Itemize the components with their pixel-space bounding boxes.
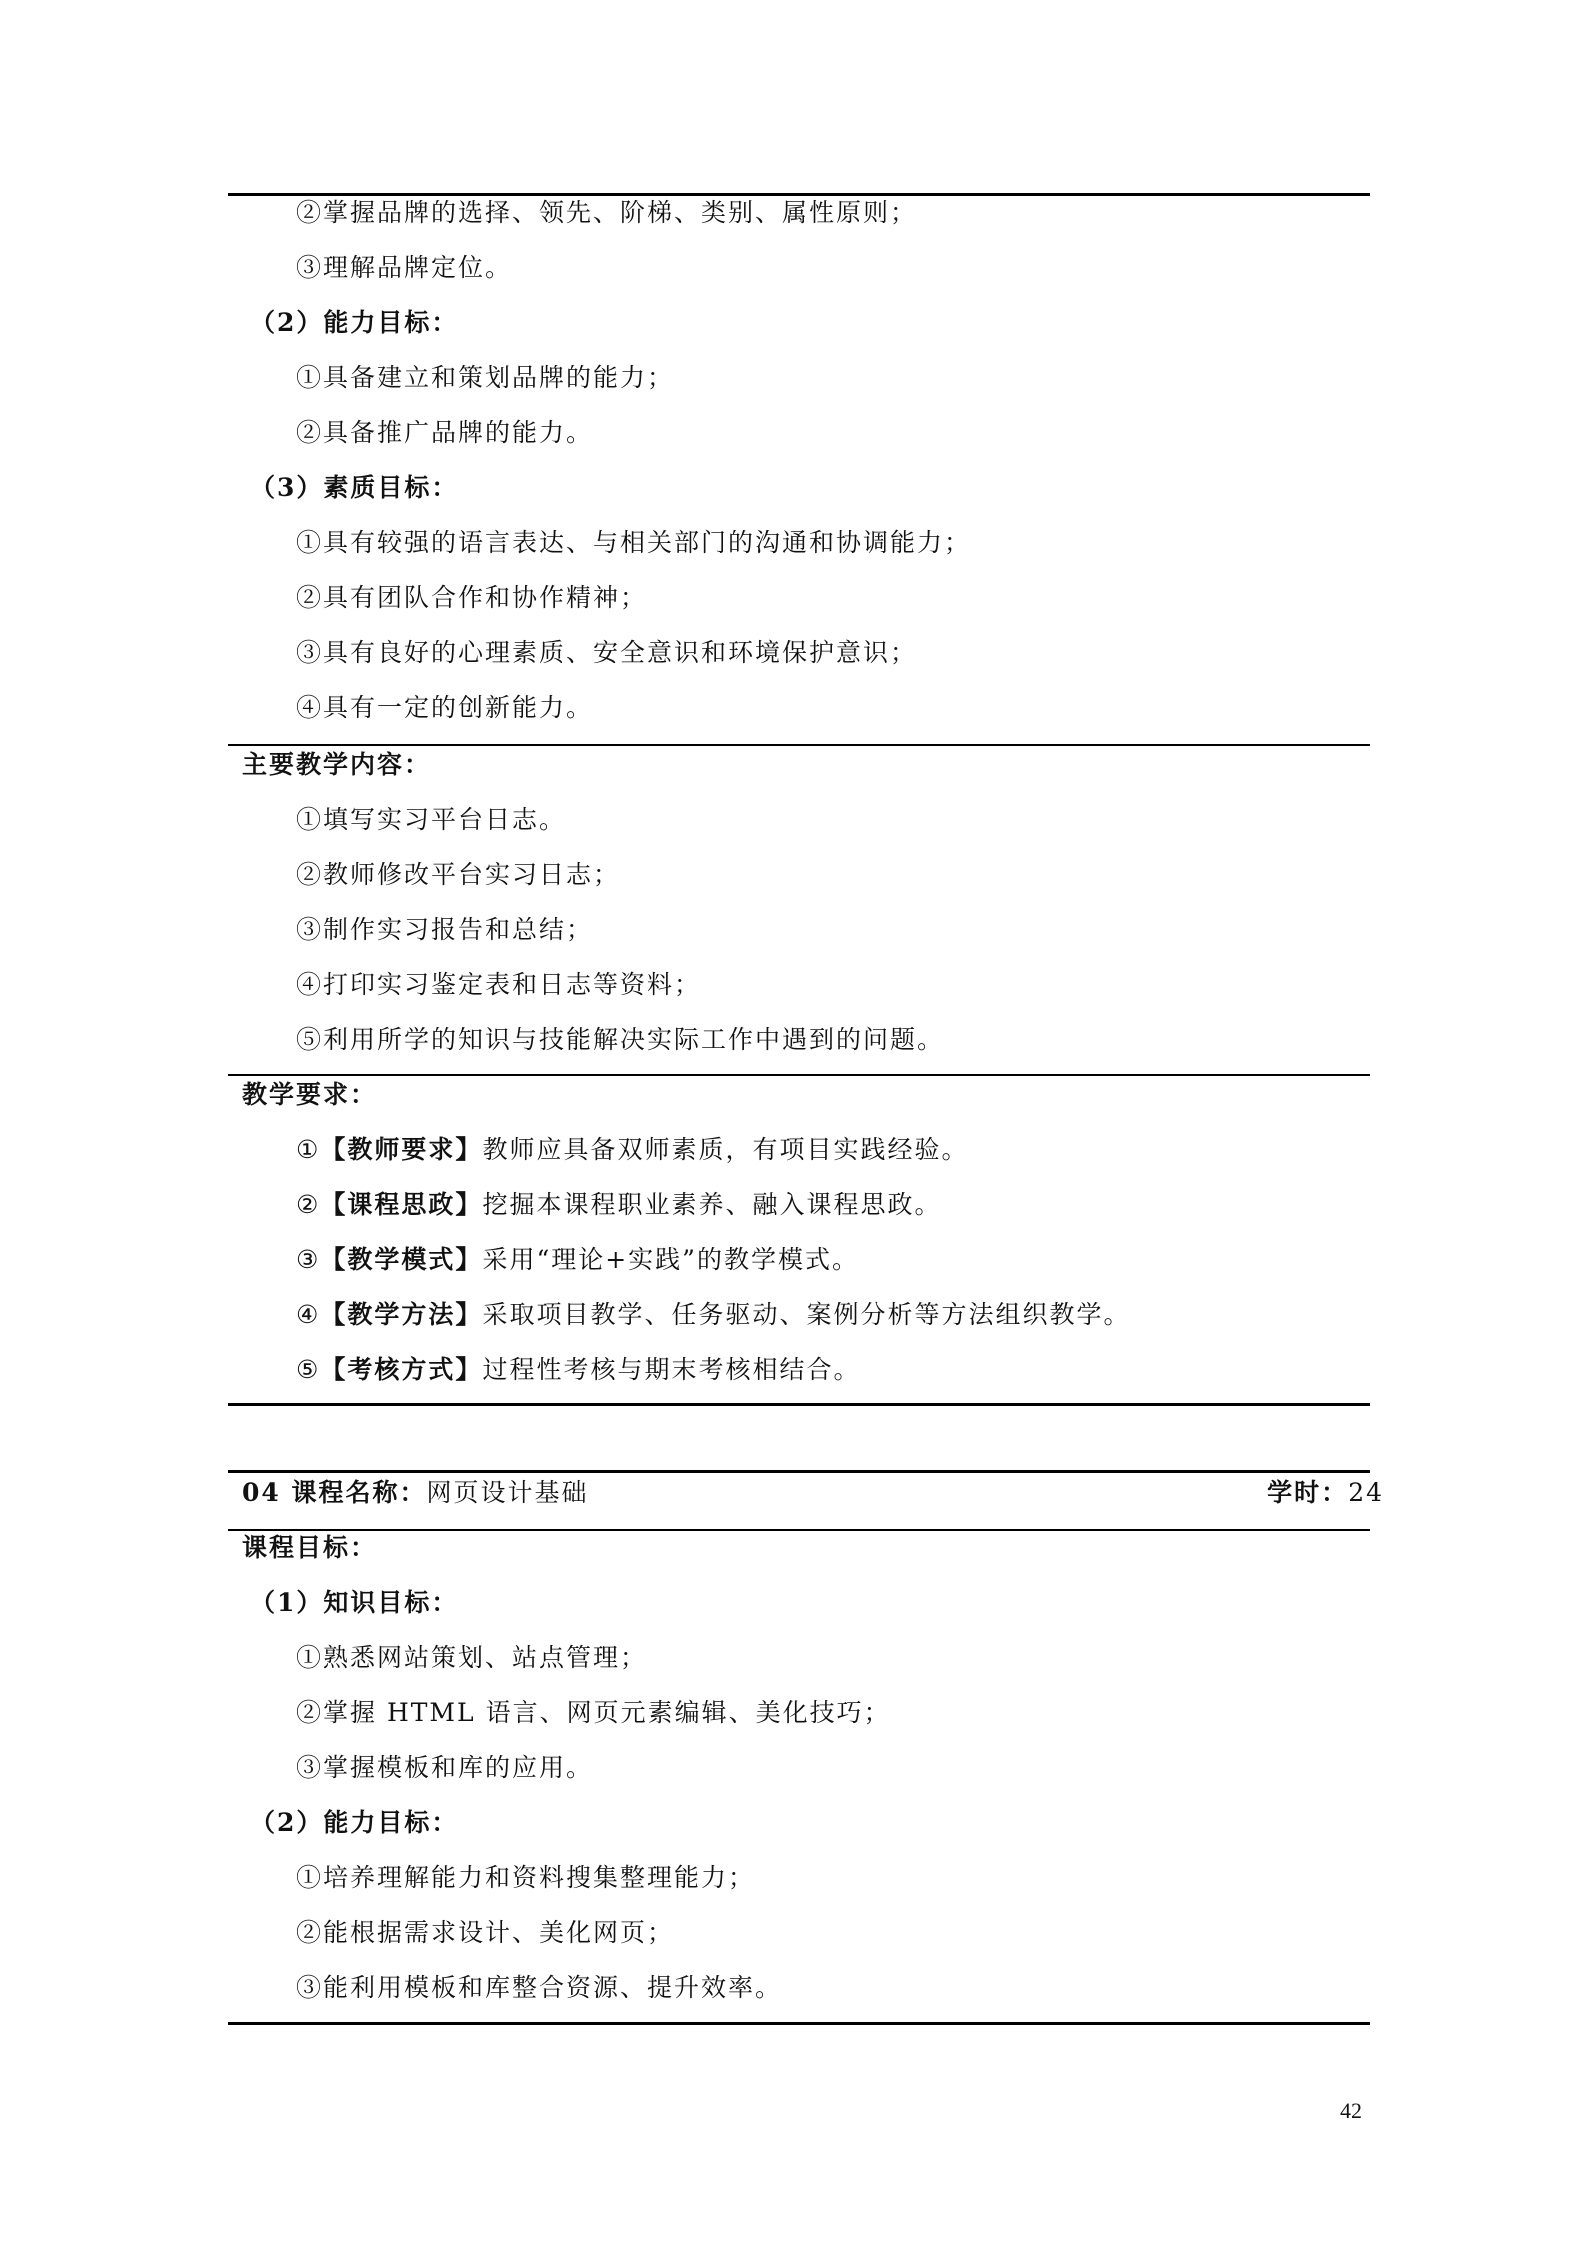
requirement-item [228, 1342, 1370, 1397]
content-item: ①填写实习平台日志。 [296, 805, 567, 834]
prev-objectives-block [228, 185, 1370, 735]
requirement-tag: 【教学方法】 [320, 1300, 483, 1329]
course-name: 网页设计基础 [426, 1478, 589, 1507]
requirement-marker: ③ [296, 1245, 321, 1274]
requirement-text: 挖掘本课程职业素养、融入课程思政。 [482, 1190, 942, 1219]
course-hours-cell [1267, 1465, 1384, 1520]
course-hours-label: 学时： [1267, 1478, 1349, 1507]
knowledge-item: ③理解品牌定位。 [296, 253, 513, 282]
requirement-text: 采用“理论+实践”的教学模式。 [482, 1245, 859, 1274]
ability-item: ②具备推广品牌的能力。 [296, 418, 594, 447]
content-heading: 主要教学内容： [242, 750, 432, 779]
ability-item: ③能利用模板和库整合资源、提升效率。 [296, 1973, 783, 2002]
ability-item: ①具备建立和策划品牌的能力； [296, 363, 675, 392]
quality-heading: （3）素质目标： [250, 473, 459, 502]
requirement-marker: ⑤ [296, 1355, 321, 1384]
course-04-bottom-rule [228, 2022, 1370, 2025]
quality-item: ①具有较强的语言表达、与相关部门的沟通和协调能力； [296, 528, 972, 557]
requirement-marker: ② [296, 1190, 321, 1219]
course-name-cell [242, 1465, 589, 1520]
requirement-tag: 【教学模式】 [320, 1245, 483, 1274]
course-04-objectives [228, 1520, 1370, 2015]
knowledge-item: ①熟悉网站策划、站点管理； [296, 1643, 648, 1672]
requirement-tag: 【课程思政】 [320, 1190, 483, 1219]
requirement-tag: 【考核方式】 [320, 1355, 483, 1384]
content-item: ④打印实习鉴定表和日志等资料； [296, 970, 702, 999]
ability-heading: （2）能力目标： [250, 1808, 459, 1837]
content-item: ②教师修改平台实习日志； [296, 860, 621, 889]
course-hours: 24 [1348, 1478, 1384, 1507]
requirements-heading: 教学要求： [242, 1080, 378, 1109]
requirement-item [228, 1177, 1370, 1232]
requirement-text: 过程性考核与期末考核相结合。 [482, 1355, 861, 1384]
requirement-item [228, 1287, 1370, 1342]
ability-heading: （2）能力目标： [250, 308, 459, 337]
knowledge-item: ②掌握 HTML 语言、网页元素编辑、美化技巧； [296, 1698, 891, 1727]
requirement-item [228, 1122, 1370, 1177]
course-name-label: 04 课程名称： [242, 1478, 427, 1507]
requirement-tag: 【教师要求】 [320, 1135, 483, 1164]
quality-item: ③具有良好的心理素质、安全意识和环境保护意识； [296, 638, 918, 667]
requirement-text: 采取项目教学、任务驱动、案例分析等方法组织教学。 [482, 1300, 1131, 1329]
course-04-header [228, 1465, 1406, 1520]
quality-item: ②具有团队合作和协作精神； [296, 583, 648, 612]
requirement-marker: ① [296, 1135, 321, 1164]
knowledge-item: ③掌握模板和库的应用。 [296, 1753, 594, 1782]
objectives-heading: 课程目标： [242, 1533, 378, 1562]
ability-item: ②能根据需求设计、美化网页； [296, 1918, 675, 1947]
requirements-block [228, 1067, 1370, 1397]
content-item: ⑤利用所学的知识与技能解决实际工作中遇到的问题。 [296, 1025, 945, 1054]
content-block [228, 737, 1370, 1067]
ability-item: ①培养理解能力和资料搜集整理能力； [296, 1863, 756, 1892]
requirement-marker: ④ [296, 1300, 321, 1329]
content-item: ③制作实习报告和总结； [296, 915, 594, 944]
requirement-item [228, 1232, 1370, 1287]
knowledge-item: ②掌握品牌的选择、领先、阶梯、类别、属性原则； [296, 198, 918, 227]
page-number: 42 [1340, 2098, 1362, 2123]
quality-item: ④具有一定的创新能力。 [296, 693, 594, 722]
section-end-rule [228, 1403, 1370, 1406]
requirement-text: 教师应具备双师素质，有项目实践经验。 [482, 1135, 969, 1164]
knowledge-heading: （1）知识目标： [250, 1588, 459, 1617]
